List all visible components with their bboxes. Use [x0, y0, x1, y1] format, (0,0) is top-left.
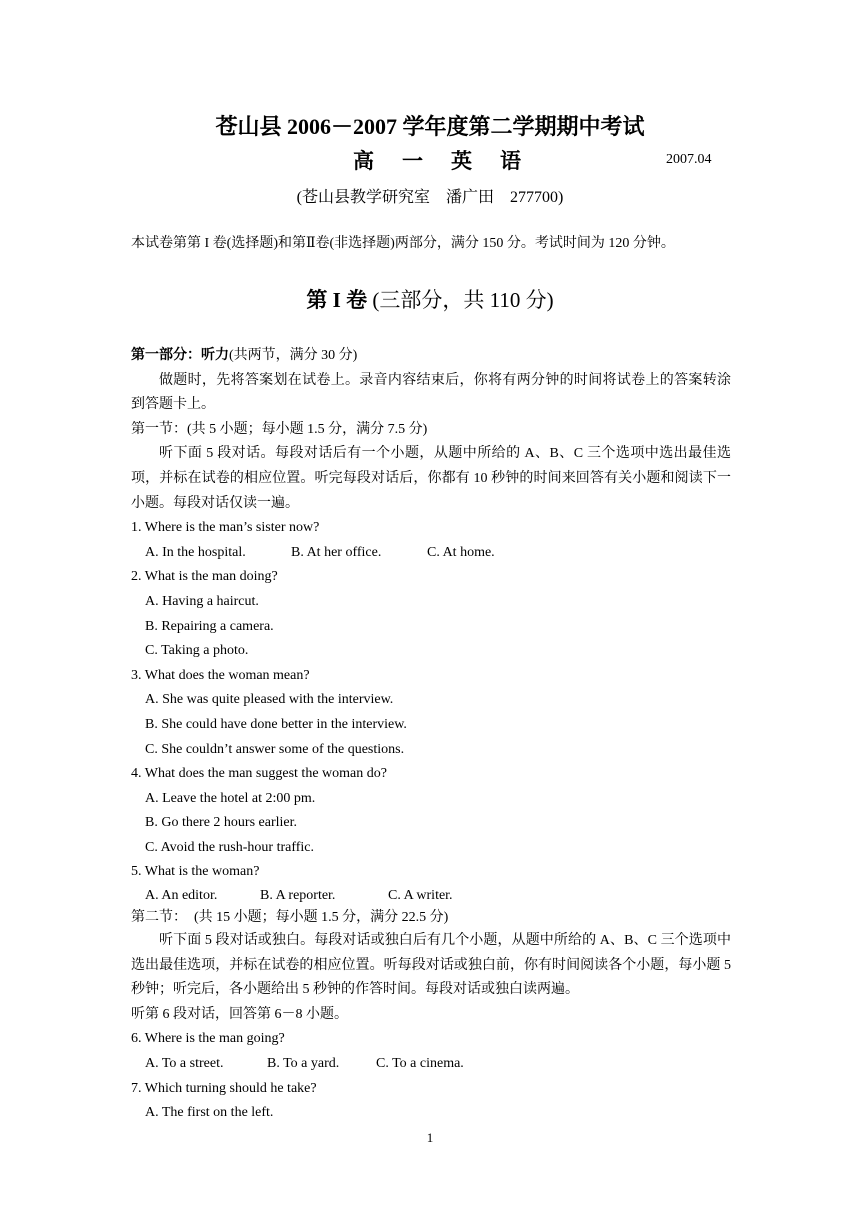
- section2-instruction: 听下面 5 段对话或独白。每段对话或独白后有几个小题，从题中所给的 A、B、C 三个选项中选出最佳选项，并标在试卷的相应位置。听每段对话或独白前，你有时间阅读各个小题，每小题 5 秒钟；听完后，各小题给出 5 秒钟的作答时间。每段对话或独白读两遍。: [131, 933, 731, 998]
- exam-date: 2007.04: [666, 152, 712, 167]
- subject-char: 语: [500, 149, 523, 173]
- part1-instruction: 做题时，先将答案划在试卷上。录音内容结束后，你将有两分钟的时间将试卷上的答案转涂到答题卡上。: [131, 372, 731, 413]
- subject-char: 英: [451, 149, 474, 173]
- option-a: A. The first on the left.: [145, 1105, 274, 1121]
- part1-heading: [131, 344, 731, 369]
- option-c: C. She couldn’t answer some of the questions.: [145, 741, 405, 757]
- option-b: B. A reporter.: [260, 888, 336, 904]
- subject-heading: [353, 145, 549, 175]
- option-a: A. To a street.: [145, 1056, 224, 1072]
- question-options: [131, 541, 731, 566]
- section2-heading: 第二节： (共 15 小题；每小题 1.5 分，满分 22.5 分): [131, 910, 449, 926]
- dialogue-instruction: 听第 6 段对话，回答第 6－8 小题。: [131, 1006, 348, 1022]
- option-a: A. Leave the hotel at 2:00 pm.: [145, 790, 316, 806]
- option-a: A. Having a haircut.: [145, 593, 259, 609]
- option-b: B. Go there 2 hours earlier.: [145, 815, 298, 831]
- option-b: B. To a yard.: [267, 1056, 340, 1072]
- question-options: [131, 885, 731, 907]
- volume-title-rest: (三部分，共 110 分): [367, 288, 554, 312]
- volume-title-bold: 第 I 卷: [306, 288, 368, 312]
- question-stem: 5. What is the woman?: [131, 864, 260, 880]
- section1-instruction: 听下面 5 段对话。每段对话后有一个小题，从题中所给的 A、B、C 三个选项中选出最佳选项，并标在试卷的相应位置。听完每段对话后，你都有 10 秒钟的时间来回答有关小题和阅读下一小题。每段对话仅读一遍。: [131, 446, 731, 511]
- question-options: [131, 1052, 731, 1077]
- part1-heading-rest: (共两节，满分 30 分): [229, 348, 358, 363]
- option-b: B. She could have done better in the interview.: [145, 716, 407, 732]
- subject-char: 一: [402, 149, 425, 173]
- exam-title: 苍山县 2006－2007 学年度第二学期期中考试: [215, 114, 645, 139]
- option-a: A. In the hospital.: [145, 544, 246, 560]
- exam-intro: 本试卷第第 I 卷(选择题)和第Ⅱ卷(非选择题)两部分，满分 150 分。考试时间为 120 分钟。: [131, 236, 675, 251]
- option-c: C. A writer.: [388, 888, 453, 904]
- section1-heading: 第一节：(共 5 小题；每小题 1.5 分，满分 7.5 分): [131, 421, 428, 437]
- question-stem: 2. What is the man doing?: [131, 569, 278, 585]
- option-c: C. To a cinema.: [376, 1056, 464, 1072]
- question-stem: 6. Where is the man going?: [131, 1031, 285, 1047]
- option-a: A. An editor.: [145, 888, 218, 904]
- option-a: A. She was quite pleased with the interview.: [145, 692, 394, 708]
- question-stem: 7. Which turning should he take?: [131, 1080, 317, 1096]
- subject-char: 高: [353, 149, 376, 173]
- option-c: C. Taking a photo.: [145, 643, 249, 659]
- question-stem: 3. What does the woman mean?: [131, 667, 310, 683]
- option-c: C. Avoid the rush-hour traffic.: [145, 839, 315, 855]
- option-b: B. At her office.: [291, 544, 382, 560]
- exam-content: [131, 344, 731, 1126]
- page-number: 1: [426, 1130, 434, 1145]
- option-b: B. Repairing a camera.: [145, 618, 274, 634]
- question-stem: 4. What does the man suggest the woman do?: [131, 766, 387, 782]
- question-stem: 1. Where is the man’s sister now?: [131, 520, 320, 536]
- volume-title: [0, 284, 860, 314]
- author-line: (苍山县教学研究室 潘广田 277700): [296, 189, 564, 206]
- part1-heading-bold: 第一部分：听力: [131, 348, 229, 363]
- option-c: C. At home.: [427, 544, 495, 560]
